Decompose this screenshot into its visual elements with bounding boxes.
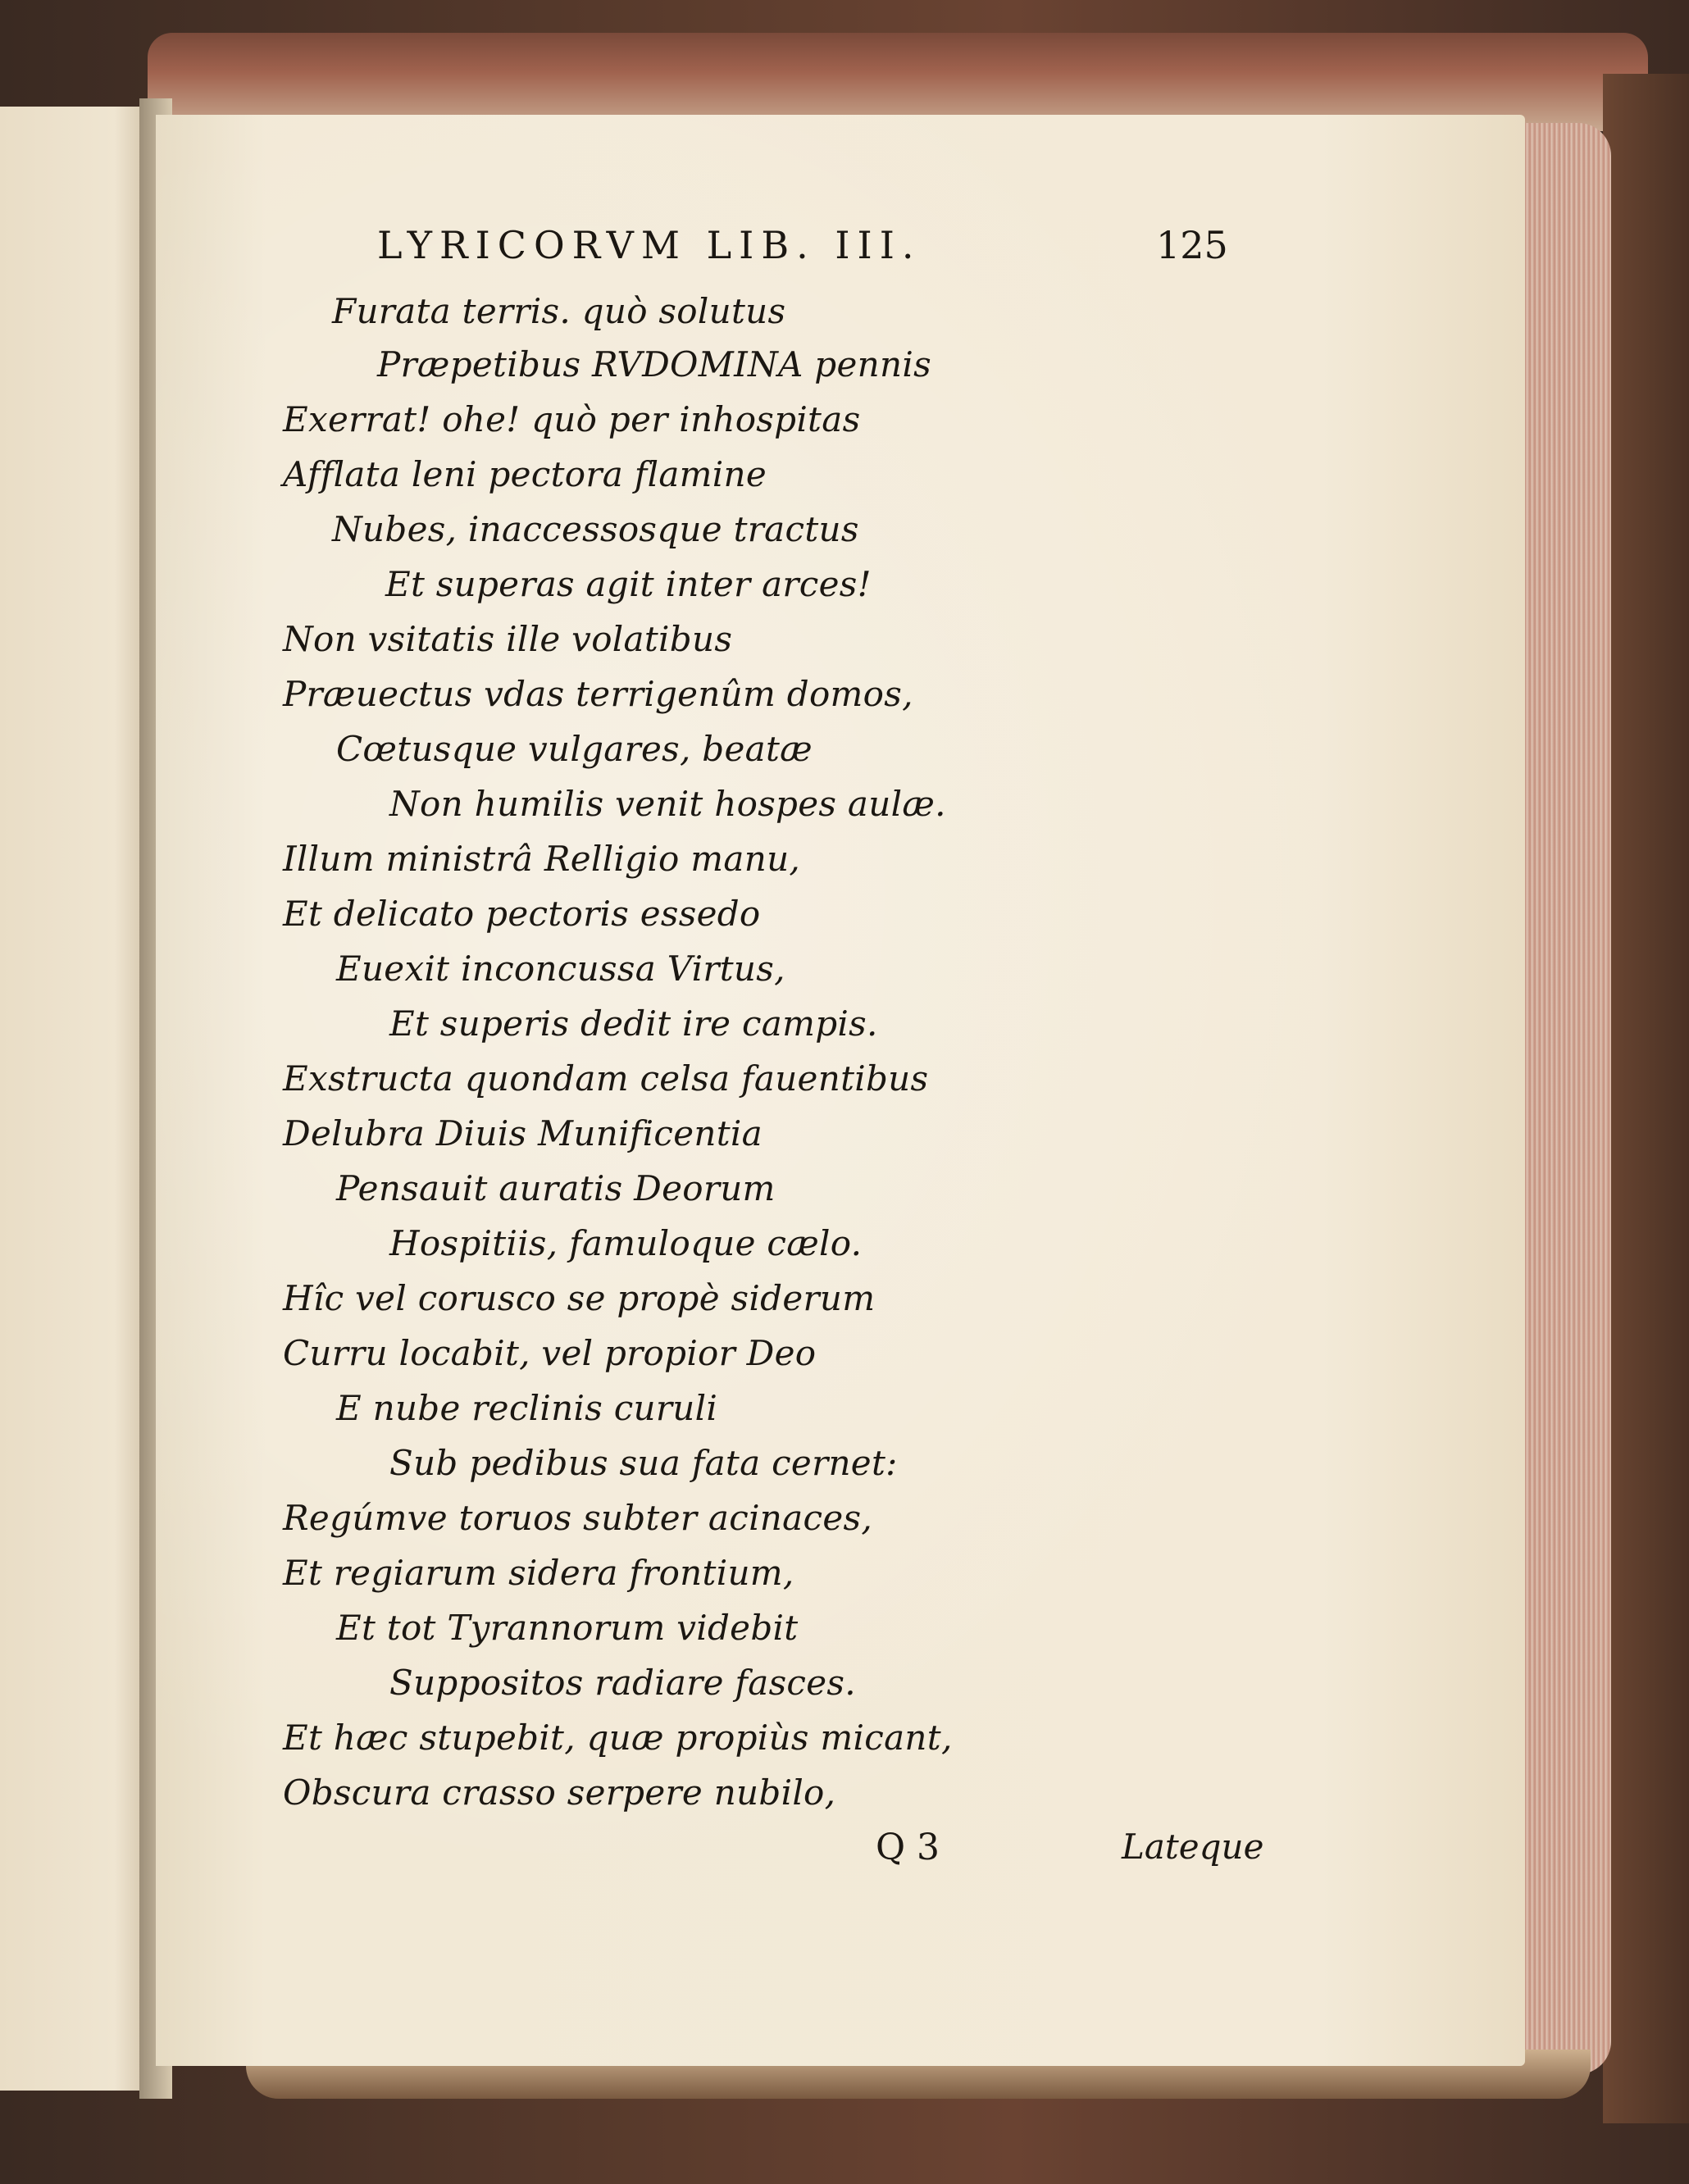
verse-line: Et superas agit inter arces! [385, 564, 872, 604]
verse-line: Nubes, inaccessosque tractus [332, 509, 859, 549]
verse-line: Afflata leni pectora flamine [283, 454, 767, 494]
verse-line: Et tot Tyrannorum videbit [336, 1608, 799, 1648]
verse-line: Euexit inconcussa Virtus, [336, 949, 785, 989]
verse-line: Furata terris. quò solutus [332, 291, 786, 331]
verse-line: Hospitiis, famuloque cælo. [389, 1223, 863, 1263]
verse-line: Delubra Diuis Munificentia [283, 1113, 763, 1153]
verse-line: Et superis dedit ire campis. [389, 1003, 878, 1044]
running-head: LYRICORVM LIB. III. [377, 223, 922, 267]
verse-line: Et delicato pectoris essedo [283, 894, 761, 934]
signature-mark: Q 3 [876, 1827, 940, 1868]
verse-line: Sub pedibus sua fata cernet: [389, 1443, 898, 1483]
verse-line: Præpetibus RVDOMINA pennis [377, 344, 931, 384]
verse-line: Exstructa quondam celsa fauentibus [283, 1058, 929, 1099]
verse-line: Suppositos radiare fasces. [389, 1663, 856, 1703]
verse-line: Non vsitatis ille volatibus [283, 619, 733, 659]
verse-line: Curru locabit, vel propior Deo [283, 1333, 817, 1373]
verse-line: Præuectus vdas terrigenûm domos, [283, 674, 913, 714]
verse-line: E nube reclinis curuli [336, 1388, 718, 1428]
verse-line: Cœtusque vulgares, beatæ [336, 729, 813, 769]
catchword: Lateque [1122, 1827, 1264, 1867]
verse-line: Pensauit auratis Deorum [336, 1168, 776, 1208]
verse-line: Hîc vel corusco se propè siderum [283, 1278, 876, 1318]
verse-line: Regúmve toruos subter acinaces, [283, 1498, 872, 1538]
verse-line: Et hæc stupebit, quæ propiùs micant, [283, 1718, 953, 1758]
verse-line: Illum ministrâ Relligio manu, [283, 839, 801, 879]
verse-line: Et regiarum sidera frontium, [283, 1553, 794, 1593]
verse-line: Exerrat! ohe! quò per inhospitas [283, 399, 861, 439]
page-number: 125 [1156, 223, 1228, 267]
verse-line: Non humilis venit hospes aulæ. [389, 784, 946, 824]
verse-line: Obscura crasso serpere nubilo, [283, 1772, 836, 1813]
